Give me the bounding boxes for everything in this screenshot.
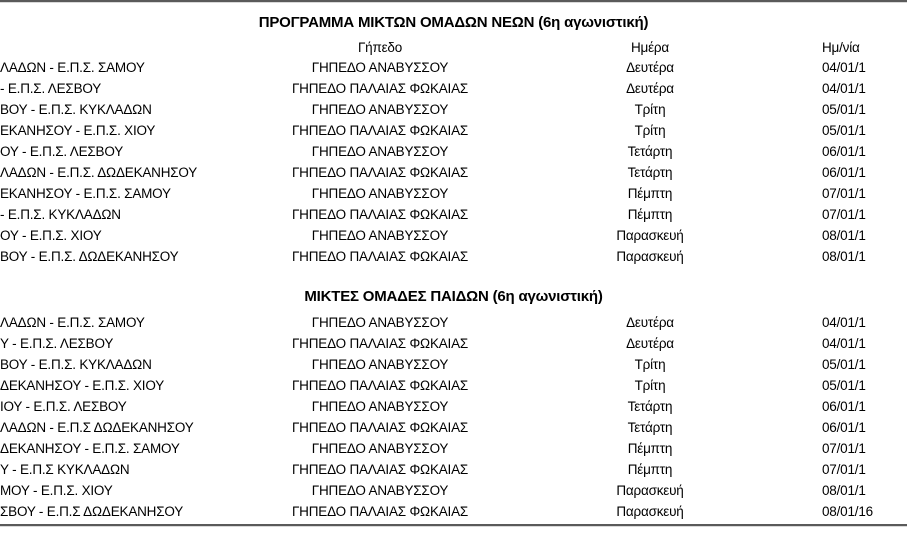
day-cell: Δευτέρα [626, 60, 674, 75]
venue-cell: ΓΗΠΕΔΟ ΠΑΛΑΙΑΣ ΦΩΚΑΙΑΣ [291, 207, 469, 222]
venue-cell: ΓΗΠΕΔΟ ΑΝΑΒΥΣΣΟΥ [311, 399, 449, 414]
date-cell: 07/01/1 [822, 207, 866, 222]
day-cell: Τρίτη [634, 123, 666, 138]
date-cell: 07/01/1 [822, 441, 866, 456]
venue-cell: ΓΗΠΕΔΟ ΑΝΑΒΥΣΣΟΥ [311, 60, 449, 75]
venue-cell: ΓΗΠΕΔΟ ΑΝΑΒΥΣΣΟΥ [311, 102, 449, 117]
day-cell: Τετάρτη [627, 165, 673, 180]
venue-cell: ΓΗΠΕΔΟ ΠΑΛΑΙΑΣ ΦΩΚΑΙΑΣ [291, 249, 469, 264]
schedule-row [0, 183, 907, 204]
match-cell: ΒΟΥ - Ε.Π.Σ. ΔΩΔΕΚΑΝΗΣΟΥ [0, 249, 179, 264]
venue-cell: ΓΗΠΕΔΟ ΠΑΛΑΙΑΣ ΦΩΚΑΙΑΣ [291, 378, 469, 393]
schedule-row [0, 225, 907, 246]
day-cell: Τρίτη [634, 378, 666, 393]
day-cell: Παρασκευή [616, 228, 684, 243]
date-cell: 07/01/1 [822, 186, 866, 201]
neon-section-title: ΠΡΟΓΡΑΜΜΑ ΜΙΚΤΩΝ ΟΜΑΔΩΝ ΝΕΩΝ (6η αγωνιστική) [258, 14, 649, 31]
neon-schedule-section [0, 14, 907, 267]
column-header-row [0, 38, 907, 57]
venue-cell: ΓΗΠΕΔΟ ΑΝΑΒΥΣΣΟΥ [311, 441, 449, 456]
date-cell: 04/01/1 [822, 60, 866, 75]
venue-cell: ΓΗΠΕΔΟ ΠΑΛΑΙΑΣ ΦΩΚΑΙΑΣ [291, 420, 469, 435]
paidon-schedule-section [0, 288, 907, 522]
schedule-row [0, 333, 907, 354]
schedule-row [0, 57, 907, 78]
day-cell: Τετάρτη [627, 144, 673, 159]
schedule-row [0, 141, 907, 162]
day-cell: Πέμπτη [627, 462, 673, 477]
date-cell: 08/01/1 [822, 249, 866, 264]
venue-cell: ΓΗΠΕΔΟ ΑΝΑΒΥΣΣΟΥ [311, 144, 449, 159]
venue-cell: ΓΗΠΕΔΟ ΠΑΛΑΙΑΣ ΦΩΚΑΙΑΣ [291, 81, 469, 96]
schedule-row [0, 375, 907, 396]
day-cell: Παρασκευή [616, 483, 684, 498]
venue-cell: ΓΗΠΕΔΟ ΑΝΑΒΥΣΣΟΥ [311, 228, 449, 243]
match-cell: ΙΟΥ - Ε.Π.Σ. ΛΕΣΒΟΥ [0, 399, 127, 414]
date-cell: 06/01/1 [822, 144, 866, 159]
schedule-row [0, 480, 907, 501]
schedule-row [0, 78, 907, 99]
venue-cell: ΓΗΠΕΔΟ ΠΑΛΑΙΑΣ ΦΩΚΑΙΑΣ [291, 165, 469, 180]
day-cell: Πέμπτη [627, 186, 673, 201]
date-cell: 05/01/1 [822, 102, 866, 117]
day-cell: Δευτέρα [626, 336, 674, 351]
day-cell: Πέμπτη [627, 207, 673, 222]
schedule-row [0, 120, 907, 141]
venue-cell: ΓΗΠΕΔΟ ΠΑΛΑΙΑΣ ΦΩΚΑΙΑΣ [291, 504, 469, 519]
schedule-row [0, 312, 907, 333]
day-cell: Πέμπτη [627, 441, 673, 456]
match-cell: ΛΑΔΩΝ - Ε.Π.Σ. ΔΩΔΕΚΑΝΗΣΟΥ [0, 165, 198, 180]
match-cell: ΛΑΔΩΝ - Ε.Π.Σ. ΣΑΜΟΥ [0, 60, 145, 75]
neon-schedule-rows [0, 57, 907, 267]
match-cell: - Ε.Π.Σ. ΛΕΣΒΟΥ [0, 81, 102, 96]
bottom-rule [0, 524, 907, 527]
day-column-header: Ημέρα [630, 40, 670, 55]
venue-cell: ΓΗΠΕΔΟ ΑΝΑΒΥΣΣΟΥ [311, 315, 449, 330]
venue-cell: ΓΗΠΕΔΟ ΑΝΑΒΥΣΣΟΥ [311, 483, 449, 498]
date-cell: 07/01/1 [822, 462, 866, 477]
match-cell: ΟΥ - Ε.Π.Σ. ΧΙΟΥ [0, 228, 102, 243]
schedule-row [0, 417, 907, 438]
venue-cell: ΓΗΠΕΔΟ ΠΑΛΑΙΑΣ ΦΩΚΑΙΑΣ [291, 123, 469, 138]
day-cell: Δευτέρα [626, 81, 674, 96]
schedule-row [0, 396, 907, 417]
date-cell: 08/01/16 [822, 504, 873, 519]
schedule-row [0, 99, 907, 120]
schedule-row [0, 204, 907, 225]
day-cell: Τρίτη [634, 357, 666, 372]
venue-cell: ΓΗΠΕΔΟ ΑΝΑΒΥΣΣΟΥ [311, 357, 449, 372]
match-cell: ΟΥ - Ε.Π.Σ. ΛΕΣΒΟΥ [0, 144, 124, 159]
schedule-row [0, 459, 907, 480]
date-cell: 06/01/1 [822, 165, 866, 180]
date-cell: 06/01/1 [822, 420, 866, 435]
match-cell: ΛΑΔΩΝ - Ε.Π.Σ ΔΩΔΕΚΑΝΗΣΟΥ [0, 420, 194, 435]
paidon-schedule-rows [0, 312, 907, 522]
match-cell: ΛΑΔΩΝ - Ε.Π.Σ. ΣΑΜΟΥ [0, 315, 145, 330]
date-cell: 05/01/1 [822, 357, 866, 372]
date-cell: 04/01/1 [822, 315, 866, 330]
match-cell: Υ - Ε.Π.Σ. ΛΕΣΒΟΥ [0, 336, 114, 351]
venue-cell: ΓΗΠΕΔΟ ΠΑΛΑΙΑΣ ΦΩΚΑΙΑΣ [291, 336, 469, 351]
day-cell: Δευτέρα [626, 315, 674, 330]
venue-cell: ΓΗΠΕΔΟ ΠΑΛΑΙΑΣ ΦΩΚΑΙΑΣ [291, 462, 469, 477]
date-cell: 04/01/1 [822, 81, 866, 96]
date-cell: 08/01/1 [822, 483, 866, 498]
schedule-row [0, 354, 907, 375]
match-cell: ΔΕΚΑΝΗΣΟΥ - Ε.Π.Σ. ΣΑΜΟΥ [0, 441, 180, 456]
top-rule [0, 0, 907, 3]
date-cell: 04/01/1 [822, 336, 866, 351]
match-cell: ΒΟΥ - Ε.Π.Σ. ΚΥΚΛΑΔΩΝ [0, 102, 152, 117]
day-cell: Παρασκευή [616, 504, 684, 519]
venue-cell: ΓΗΠΕΔΟ ΑΝΑΒΥΣΣΟΥ [311, 186, 449, 201]
date-cell: 05/01/1 [822, 378, 866, 393]
match-cell: Υ - Ε.Π.Σ ΚΥΚΛΑΔΩΝ [0, 462, 130, 477]
match-cell: ΣΒΟΥ - Ε.Π.Σ ΔΩΔΕΚΑΝΗΣΟΥ [0, 504, 184, 519]
match-cell: ΜΟΥ - Ε.Π.Σ. ΧΙΟΥ [0, 483, 113, 498]
schedule-row [0, 162, 907, 183]
venue-column-header: Γήπεδο [357, 40, 403, 55]
date-column-header: Ημ/νία [822, 40, 860, 55]
schedule-row [0, 438, 907, 459]
day-cell: Παρασκευή [616, 249, 684, 264]
match-cell: ΕΚΑΝΗΣΟΥ - Ε.Π.Σ. ΣΑΜΟΥ [0, 186, 171, 201]
match-column-header [0, 38, 280, 57]
date-cell: 08/01/1 [822, 228, 866, 243]
schedule-row [0, 501, 907, 522]
match-cell: ΕΚΑΝΗΣΟΥ - Ε.Π.Σ. ΧΙΟΥ [0, 123, 156, 138]
day-cell: Τετάρτη [627, 420, 673, 435]
date-cell: 05/01/1 [822, 123, 866, 138]
match-cell: - Ε.Π.Σ. ΚΥΚΛΑΔΩΝ [0, 207, 121, 222]
paidon-section-title: ΜΙΚΤΕΣ ΟΜΑΔΕΣ ΠΑΙΔΩΝ (6η αγωνιστική) [304, 288, 603, 305]
match-cell: ΒΟΥ - Ε.Π.Σ. ΚΥΚΛΑΔΩΝ [0, 357, 152, 372]
schedule-row [0, 246, 907, 267]
day-cell: Τετάρτη [627, 399, 673, 414]
match-cell: ΔΕΚΑΝΗΣΟΥ - Ε.Π.Σ. ΧΙΟΥ [0, 378, 165, 393]
date-cell: 06/01/1 [822, 399, 866, 414]
day-cell: Τρίτη [634, 102, 666, 117]
